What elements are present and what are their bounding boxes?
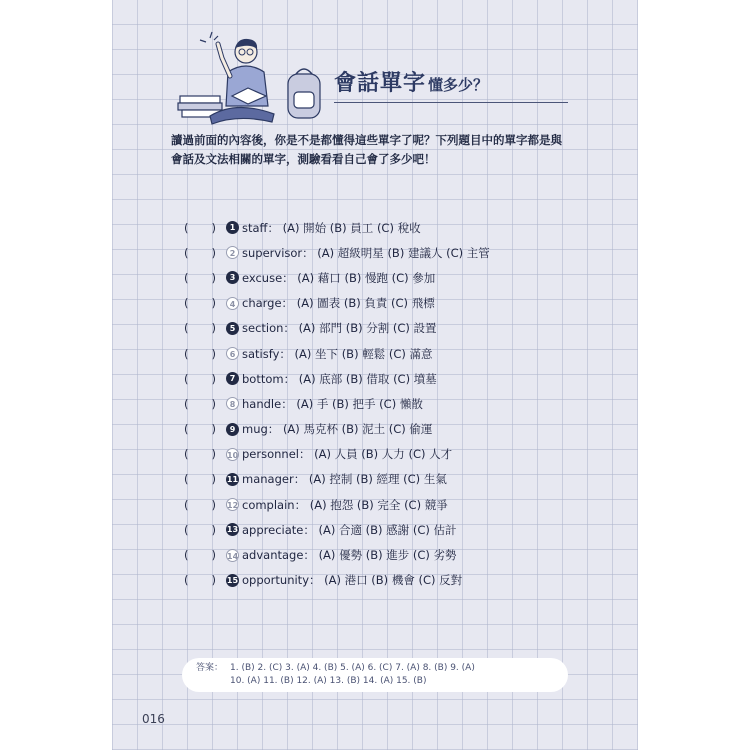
question-text: charge： (A) 圖表 (B) 負責 (C) 飛標	[242, 296, 435, 311]
workbook-page	[112, 0, 638, 750]
answer-blank[interactable]: ( )	[184, 573, 216, 588]
question-text: staff： (A) 開始 (B) 員工 (C) 稅收	[242, 220, 421, 235]
question-item	[184, 316, 604, 341]
question-text: opportunity： (A) 港口 (B) 機會 (C) 反對	[242, 573, 463, 588]
question-text: section： (A) 部門 (B) 分割 (C) 設置	[242, 321, 437, 336]
student-reading-illustration	[176, 30, 336, 130]
intro-paragraph	[171, 131, 591, 169]
question-list	[184, 215, 604, 593]
intro-line: 讀過前面的內容後，你是不是都懂得這些單字了呢？下列題目中的單字都是與	[171, 133, 562, 147]
question-item	[184, 417, 604, 442]
question-number-badge: 10	[226, 448, 239, 461]
title-underline	[334, 102, 568, 103]
answer-blank[interactable]: ( )	[184, 296, 216, 311]
question-item	[184, 517, 604, 542]
question-number-badge: 7	[226, 372, 239, 385]
question-number-badge: 14	[226, 549, 239, 562]
question-number-badge: 6	[226, 347, 239, 360]
answer-label: 答案：	[196, 663, 224, 673]
question-text: appreciate： (A) 合適 (B) 感謝 (C) 估計	[242, 522, 457, 537]
question-item	[184, 542, 604, 567]
answer-blank[interactable]: ( )	[184, 321, 216, 336]
question-item	[184, 492, 604, 517]
answer-blank[interactable]: ( )	[184, 497, 216, 512]
answer-line-2: 10. (A) 11. (B) 12. (A) 13. (B) 14. (A) 15. (B)	[230, 676, 427, 686]
question-item	[184, 467, 604, 492]
question-text: excuse： (A) 藉口 (B) 慢跑 (C) 參加	[242, 270, 436, 285]
question-number-badge: 4	[226, 297, 239, 310]
question-text: complain： (A) 抱怨 (B) 完全 (C) 競爭	[242, 497, 448, 512]
title-main: 會話單字	[334, 71, 427, 96]
answer-blank[interactable]: ( )	[184, 245, 216, 260]
question-text: mug： (A) 馬克杯 (B) 泥土 (C) 偷運	[242, 422, 433, 437]
question-item	[184, 341, 604, 366]
question-text: handle： (A) 手 (B) 把手 (C) 懶散	[242, 396, 423, 411]
answer-blank[interactable]: ( )	[184, 447, 216, 462]
question-text: supervisor： (A) 超級明星 (B) 建議人 (C) 主管	[242, 245, 490, 260]
question-number-badge: 3	[226, 271, 239, 284]
question-text: advantage： (A) 優勢 (B) 進步 (C) 劣勢	[242, 548, 457, 563]
answer-blank[interactable]: ( )	[184, 270, 216, 285]
question-text: manager： (A) 控制 (B) 經理 (C) 生氣	[242, 472, 447, 487]
question-item	[184, 568, 604, 593]
question-text: personnel： (A) 人員 (B) 人力 (C) 人才	[242, 447, 453, 462]
question-item	[184, 265, 604, 290]
question-number-badge: 12	[226, 498, 239, 511]
question-number-badge: 5	[226, 322, 239, 335]
answer-key-box	[182, 658, 568, 692]
question-item	[184, 215, 604, 240]
answer-blank[interactable]: ( )	[184, 371, 216, 386]
section-title	[334, 66, 488, 97]
question-number-badge: 8	[226, 397, 239, 410]
answer-blank[interactable]: ( )	[184, 396, 216, 411]
intro-line: 會話及文法相關的單字，測驗看看自己會了多少吧！	[171, 152, 436, 166]
question-number-badge: 15	[226, 575, 239, 585]
question-item	[184, 240, 604, 265]
question-item	[184, 391, 604, 416]
question-text: satisfy： (A) 坐下 (B) 輕鬆 (C) 滿意	[242, 346, 433, 361]
answer-blank[interactable]: ( )	[184, 346, 216, 361]
question-number-badge: 2	[226, 246, 239, 259]
question-text: bottom： (A) 底部 (B) 借取 (C) 墳墓	[242, 371, 437, 386]
answer-blank[interactable]: ( )	[184, 220, 216, 235]
page-number: 016	[142, 712, 165, 726]
answer-blank[interactable]: ( )	[184, 472, 216, 487]
question-number-badge: 9	[226, 423, 239, 436]
answer-blank[interactable]: ( )	[184, 548, 216, 563]
answer-line-1: 1. (B) 2. (C) 3. (A) 4. (B) 5. (A) 6. (C) 7. (A) 8. (B) 9. (A)	[230, 663, 475, 673]
answer-blank[interactable]: ( )	[184, 422, 216, 437]
question-item	[184, 366, 604, 391]
answer-blank[interactable]: ( )	[184, 522, 216, 537]
question-number-badge: 11	[226, 474, 239, 484]
question-number-badge: 13	[226, 525, 239, 535]
title-sub: 懂多少？	[428, 76, 489, 94]
question-item	[184, 291, 604, 316]
question-item	[184, 442, 604, 467]
question-number-badge: 1	[226, 221, 239, 234]
